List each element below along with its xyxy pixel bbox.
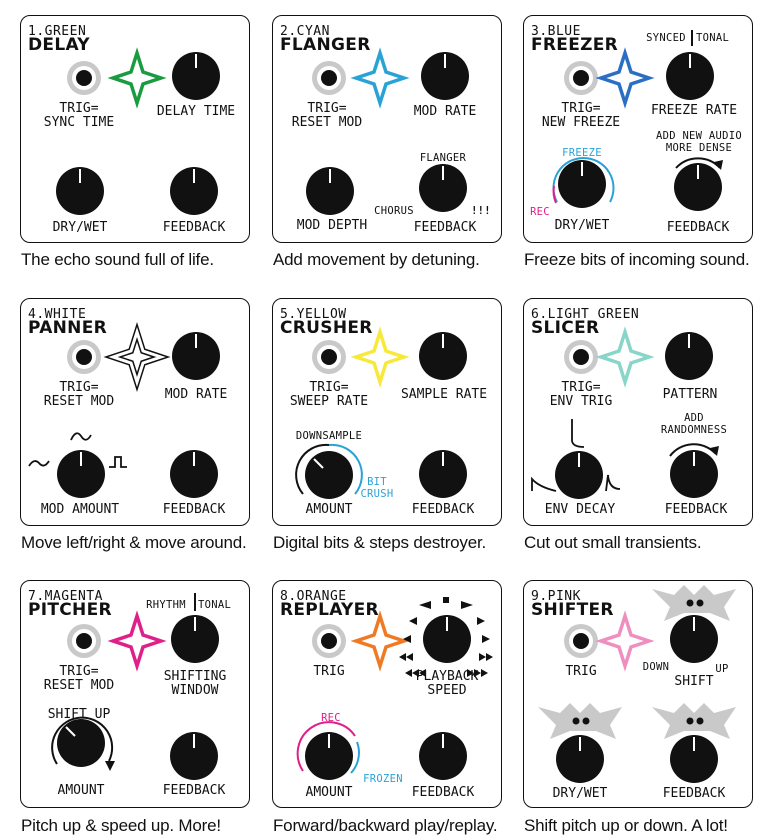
knob2-label: MOD DEPTH	[296, 218, 368, 233]
knob3-label: FEEDBACK	[411, 502, 475, 517]
shift-knob[interactable]	[670, 615, 718, 663]
card-shifter	[523, 580, 753, 808]
knob3-label: FEEDBACK	[411, 785, 475, 800]
dry-wet-knob[interactable]	[556, 735, 604, 783]
card-crusher	[272, 298, 502, 526]
led-diamond-icon	[356, 53, 404, 103]
knob1-label: PATTERN	[662, 387, 718, 402]
frozen-label: FROZEN	[363, 773, 403, 785]
freeze-label: FREEZE	[562, 147, 602, 159]
tonal-label: TONAL	[696, 32, 730, 44]
card-title: FREEZER	[531, 35, 619, 55]
card-freezer	[523, 15, 753, 243]
trig-label: TRIG	[565, 664, 597, 679]
pulse-envelope-icon	[606, 475, 620, 491]
trig-label: TRIG= RESET MOD	[43, 664, 115, 693]
card-title: SHIFTER	[531, 600, 614, 620]
knob3-label: FEEDBACK	[662, 786, 726, 801]
card-title: DELAY	[28, 35, 90, 55]
up-label: UP	[715, 663, 729, 675]
card-title: FLANGER	[280, 35, 371, 55]
knob2-label: DRY/WET	[52, 220, 108, 235]
knob3-label: FEEDBACK	[413, 220, 477, 235]
card-delay	[20, 15, 250, 243]
knob1-label: MOD RATE	[413, 104, 477, 119]
sample-rate-knob[interactable]	[419, 332, 467, 380]
knob3-label: FEEDBACK	[162, 783, 226, 798]
card-number: 3.BLUE	[531, 24, 581, 39]
knob1-label: SHIFTING WINDOW	[163, 669, 227, 698]
mod-amount-knob[interactable]	[57, 450, 105, 498]
card-number: 2.CYAN	[280, 24, 330, 39]
trig-label: TRIG= RESET MOD	[291, 101, 363, 130]
feedback-knob[interactable]	[670, 735, 718, 783]
card-title: CRUSHER	[280, 318, 373, 338]
caption: Forward/backward play/replay.	[273, 816, 498, 835]
feedback-knob[interactable]	[419, 732, 467, 780]
card-number: 4.WHITE	[28, 307, 87, 322]
square-wave-icon	[109, 457, 127, 467]
trig-label: TRIG= SWEEP RATE	[289, 380, 369, 409]
card-title: SLICER	[531, 318, 600, 338]
long-envelope-icon	[532, 479, 556, 491]
knob3-label: FEEDBACK	[666, 220, 730, 235]
dry-wet-knob[interactable]	[558, 160, 606, 208]
card-pitcher	[20, 580, 250, 808]
knob2-label: DRY/WET	[554, 218, 610, 233]
knob1-label: SHIFT	[674, 674, 714, 689]
amount-knob[interactable]	[305, 451, 353, 499]
knob2-label: DRY/WET	[552, 786, 608, 801]
trig-label: TRIG	[313, 664, 345, 679]
caption: Freeze bits of incoming sound.	[524, 250, 750, 269]
caption: Cut out small transients.	[524, 533, 702, 552]
chorus-label: CHORUS	[374, 205, 414, 217]
rhythm-label: RHYTHM	[146, 599, 186, 611]
feedback-knob[interactable]	[674, 163, 722, 211]
short-envelope-icon	[572, 419, 584, 447]
knob2-label: ENV DECAY	[544, 502, 616, 517]
led-diamond-icon	[601, 616, 649, 666]
tilde-wave-icon	[29, 461, 49, 466]
knob2-label: AMOUNT	[305, 785, 353, 800]
downsample-label: DOWNSAMPLE	[295, 430, 363, 442]
led-diamond-icon	[113, 332, 161, 382]
card-number: 6.LIGHT GREEN	[531, 307, 640, 322]
knob3-label: FEEDBACK	[664, 502, 728, 517]
add-randomness-label: ADD RANDOMNESS	[660, 412, 728, 436]
card-number: 1.GREEN	[28, 24, 87, 39]
add-new-audio-label: ADD NEW AUDIO MORE DENSE	[655, 130, 743, 154]
knob1-label: MOD RATE	[164, 387, 228, 402]
caption: Move left/right & move around.	[21, 533, 247, 552]
led-diamond-icon	[601, 332, 649, 382]
knob3-label: FEEDBACK	[162, 220, 226, 235]
knob1-label: DELAY TIME	[156, 104, 236, 119]
rec-label: REC	[321, 712, 341, 724]
delay-time-knob[interactable]	[172, 52, 220, 100]
exclaim-label: !!!	[471, 205, 491, 217]
mod-rate-knob[interactable]	[421, 52, 469, 100]
feedback-knob[interactable]	[419, 450, 467, 498]
card-flanger	[272, 15, 502, 243]
led-diamond-icon	[601, 53, 649, 103]
led-diamond-icon	[113, 53, 161, 103]
feedback-knob[interactable]	[170, 732, 218, 780]
trig-label: TRIG= RESET MOD	[43, 380, 115, 409]
card-replayer	[272, 580, 502, 808]
creature-icon	[538, 703, 622, 739]
mod-depth-knob[interactable]	[306, 167, 354, 215]
trig-label: TRIG= SYNC TIME	[43, 101, 115, 130]
synced-label: SYNCED	[646, 32, 686, 44]
knob1-label: FREEZE RATE	[650, 103, 738, 118]
card-number: 8.ORANGE	[280, 589, 347, 604]
knob1-label: SAMPLE RATE	[400, 387, 488, 402]
caption: Digital bits & steps destroyer.	[273, 533, 487, 552]
flanger-label: FLANGER	[419, 152, 467, 164]
feedback-knob[interactable]	[170, 167, 218, 215]
bit-crush-label: BIT CRUSH	[360, 476, 394, 500]
amount-knob[interactable]	[305, 732, 353, 780]
env-decay-knob[interactable]	[555, 451, 603, 499]
led-diamond-icon	[356, 616, 404, 666]
dry-wet-knob[interactable]	[56, 167, 104, 215]
caption: The echo sound full of life.	[21, 250, 214, 269]
card-number: 9.PINK	[531, 589, 581, 604]
card-panner	[20, 298, 250, 526]
knob1-label: PLAYBACK SPEED	[415, 669, 479, 698]
card-title: REPLAYER	[280, 600, 379, 620]
knob2-label: MOD AMOUNT	[40, 502, 120, 517]
shift-up-label: SHIFT UP	[47, 707, 111, 722]
trig-label: TRIG= ENV TRIG	[549, 380, 613, 409]
knob2-label: AMOUNT	[57, 783, 105, 798]
caption: Add movement by detuning.	[273, 250, 480, 269]
caption: Pitch up & speed up. More!	[21, 816, 221, 835]
feedback-knob[interactable]	[170, 450, 218, 498]
knob2-label: AMOUNT	[305, 502, 353, 517]
feedback-knob[interactable]	[670, 450, 718, 498]
trig-label: TRIG= NEW FREEZE	[541, 101, 621, 130]
card-number: 5.YELLOW	[280, 307, 347, 322]
pattern-knob[interactable]	[665, 332, 713, 380]
amount-knob[interactable]	[57, 719, 105, 767]
sine-wave-icon	[71, 433, 91, 440]
card-slicer	[523, 298, 753, 526]
playback-speed-knob[interactable]	[423, 615, 471, 663]
card-title: PANNER	[28, 318, 108, 338]
creature-icon	[652, 703, 736, 739]
led-diamond-icon	[113, 616, 161, 666]
feedback-knob[interactable]	[419, 164, 467, 212]
down-label: DOWN	[642, 661, 670, 673]
tonal-label: TONAL	[198, 599, 232, 611]
card-title: PITCHER	[28, 600, 112, 620]
knob3-label: FEEDBACK	[162, 502, 226, 517]
freeze-rate-knob[interactable]	[666, 52, 714, 100]
caption: Shift pitch up or down. A lot!	[524, 816, 728, 835]
shifting-window-knob[interactable]	[171, 615, 219, 663]
card-number: 7.MAGENTA	[28, 589, 103, 604]
led-diamond-icon	[356, 332, 404, 382]
mod-rate-knob[interactable]	[172, 332, 220, 380]
rec-label: REC	[530, 206, 550, 218]
